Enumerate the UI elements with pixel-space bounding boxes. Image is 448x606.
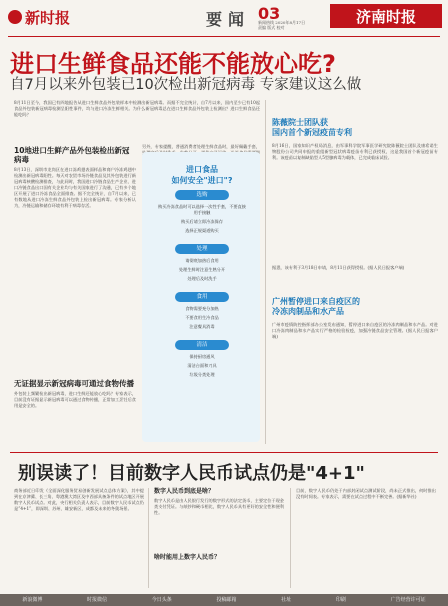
step-line: 处理生鲜时注意生熟分开: [178, 267, 226, 272]
headline-line: 陈薇院士团队获: [272, 118, 328, 127]
column-text: 外包装上频繁检出新冠病毒，进口生鲜还能放心吃吗？专家表示，目前没有证据显示新冠病毒可以通过食物传播，正常加工烹饪后食用是安全的。: [14, 391, 136, 408]
meta-line: 新闻热线 2020年8月17日: [258, 20, 306, 25]
page-number: 03: [258, 4, 281, 23]
main-subheadline: 自7月以来外包装已10次检出新冠病毒 专家建议这么做: [10, 77, 362, 93]
footer-item: 社址: [281, 597, 292, 603]
right-article-text: 8月16日，国家知识产权局消息，由军事科学院军事医学研究院陈薇院士团队及康希诺生物股份公司共同申报的重组新型冠状病毒疫苗专利已获授权，这是我国首个新冠疫苗专利。该疫苗以复制缺陷型人5型腺病毒为载体，已完成临床试验。: [272, 143, 438, 160]
second-column-2: [154, 488, 284, 562]
step-line: 清洁台面和刀具: [187, 363, 217, 368]
lead-paragraph: 8月11日至今，我国已有四地报告从进口生鲜食品外包装样本中检测出新冠病毒。而据不完全统计，自7月以来，国内至少已有10起食品外包装新冠病毒检测呈阳性事件，均与进口冷冻生鲜相关。为什么新冠病毒总在进口生鲜食品外包装上检测出？进口生鲜食品还能吃吗？: [14, 100, 260, 117]
right-article-text: 据悉，该专利于3月18日申请，8月11日获得授权。(据人民日报客户端): [272, 265, 405, 270]
subsection-title: 10地进口生鲜产品外包装检出新冠病毒: [14, 146, 130, 164]
column-text: 8月13日，深圳市龙岗区在进口冻鸡翅表面样品和商户冷冻鸡翅中检测出新冠病毒阳性。每天对农贸市场冷链食品及其外包装进行新冠病毒核酸检测排查，与此同时，我国进口冷链食品生产企业、进口冷链食品出口国有关企业均与有关国家进行了沟通，已有多个地区开展了进口冷冻食品全面排查。据不完全统计，自7月以来，已有数地从进口冷冻生鲜食品外包装上检出新冠病毒。专家分析认为，冷链运输和储存环境有利于病毒存活。: [14, 167, 136, 208]
step-line: 购买后请立即冷冻保存: [181, 219, 223, 224]
right-article-text: 广州市疫情防控指挥部办公室发布通知，暂停进口来自疫区的冷冻肉制品和水产品。对进口冷冻肉制品和水产品实行严格的检验检疫，加强冷链食品安全管理。(据人民日报客户端): [272, 322, 438, 339]
newspaper-logo: [8, 6, 70, 28]
section-title: 要闻: [205, 9, 250, 29]
step-line: 选择正规渠道购买: [185, 228, 219, 233]
step-line: 垃圾分类处理: [189, 372, 215, 377]
infographic-steps: [150, 190, 254, 378]
column-divider: [265, 100, 266, 444]
main-headline: 进口生鲜食品还能不能放心吃?: [10, 50, 336, 78]
second-column-3: 目前，数字人民币仍处于内部封闭试点测试阶段，尚未正式推出，何时推出没有时间表。专家表示，需要在试点过程中不断完善。(据新华社): [296, 488, 436, 499]
logo-text: 新时报: [25, 8, 71, 27]
meta-line: 责编 版式 校对: [258, 25, 285, 30]
step-line: 请彻底加热后食用: [185, 258, 219, 263]
second-headline: 别误读了！目前数字人民币试点仍是"4+1": [18, 463, 365, 484]
step-pill-select: 选购: [175, 190, 229, 200]
brand-banner: 济南时报: [330, 4, 442, 28]
column-text: 数字人民币是由人民银行发行的数字形式的法定货币，主要定位于现金类支付凭证。与纸钞和硬币相比，数字人民币具有更好的安全性和便利性。: [154, 498, 284, 515]
step-pill-handle: 处理: [175, 244, 229, 254]
right-column: [272, 118, 438, 422]
masthead-divider: [8, 36, 440, 37]
right-headline-1: [272, 118, 438, 138]
infographic-title-line: 如何安全"进口"?: [171, 176, 233, 185]
headline-line: 广州暂停进口来自疫区的: [272, 297, 360, 306]
footer-item: 新浪微博: [22, 597, 43, 603]
footer-item: 投稿邮箱: [216, 597, 237, 603]
headline-line: 冷冻肉制品和水产品: [272, 307, 344, 316]
step-pill-clean: 清洁: [175, 340, 229, 350]
step-line: 用手接触: [193, 210, 211, 215]
step-line: 不要食用生冷食品: [185, 315, 219, 320]
column-text: 另外，专家提醒，普通消费者处理生鲜食品时，最好佩戴手套，: [142, 144, 260, 149]
step-line: 购买冷冻食品时可以选择一次性手套，不要直接: [158, 204, 246, 209]
subsection-title: 数字人民币到底是啥？: [154, 488, 215, 495]
footer-item: 印刷: [335, 597, 346, 603]
step-pill-eat: 食用: [175, 292, 229, 302]
article-column-1: [14, 146, 136, 457]
column-divider: [148, 488, 149, 588]
step-line: 处理后及时洗手: [187, 276, 217, 281]
step-line: 注意餐具消毒: [189, 324, 215, 329]
right-headline-2: [272, 297, 438, 317]
headline-line: 国内首个新冠疫苗专利: [272, 128, 352, 137]
second-column-1: 商务部近日印发《全面深化服务贸易创新发展试点总体方案》，其中提到在京津冀、长三角、粤港澳大湾区及中西部具备条件的试点地区开展数字人民币试点。对此，央行相关负责人表示，目前数字人民币试点仍是“4+1”，即深圳、苏州、雄安新区、成都及未来的冬奥场景。: [14, 488, 144, 511]
subsection-title: 无证据显示新冠病毒可通过食物传播: [14, 379, 134, 388]
footer-item: 广告经营许可证: [390, 597, 426, 603]
subsection-title: 啥时能用上数字人民币？: [154, 554, 221, 561]
step-line: 食物需要充分加热: [185, 306, 219, 311]
footer-item: 今日头条: [151, 597, 172, 603]
step-line: 保持厨房通风: [189, 354, 215, 359]
logo-emblem-icon: [8, 10, 22, 24]
infographic-title-line: 进口食品: [186, 165, 218, 174]
infographic-title: [150, 164, 254, 186]
column-divider: [290, 488, 291, 588]
page-footer: [0, 594, 448, 606]
masthead-meta: [258, 20, 318, 30]
article-divider: [10, 452, 438, 453]
footer-item: 时报微信: [87, 597, 108, 603]
